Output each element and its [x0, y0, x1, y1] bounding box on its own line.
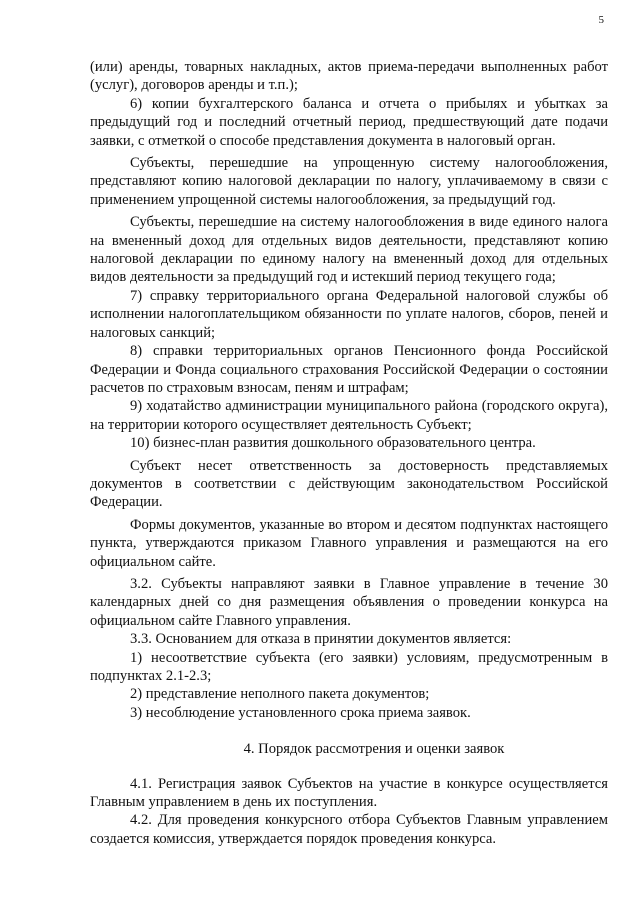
section-heading-4: 4. Порядок рассмотрения и оценки заявок [243, 741, 505, 758]
paragraph-item-7: 7) справку территориального органа Федеральной налоговой службы об исполнении налогоплательщиком обязанности по уплате налогов, сборов, пеней и налоговых санкций; [90, 287, 608, 341]
paragraph-item-10: 10) бизнес-план развития дошкольного образовательного центра. [130, 435, 536, 452]
paragraph-4-1: 4.1. Регистрация заявок Субъектов на участие в конкурсе осуществляется Главным управлением в день их поступления. [90, 775, 608, 811]
paragraph-refusal-1: 1) несоответствие субъекта (его заявки) условиям, предусмотренным в подпунктах 2.1-2.3; [90, 649, 608, 684]
paragraph-item-9: 9) ходатайство администрации муниципального района (городского округа), на территории которого осуществляет деятельность Субъект; [90, 398, 608, 433]
paragraph-responsibility: Субъект несет ответственность за достоверность представляемых документов в соответствии с действующим законодательством Российской Федерации. [90, 457, 608, 511]
paragraph-3-3: 3.3. Основанием для отказа в принятии документов является: [130, 631, 512, 648]
paragraph-imputed-tax: Субъекты, перешедшие на систему налогообложения в виде единого налога на вмененный доход для отдельных видов деятельности, представляют копию налоговой декларации по единому налогу на вмененный доход для отдельных видов деятельности за предыдущий год и истекший период текущего года; [90, 214, 608, 286]
page-number: 5 [598, 14, 604, 26]
paragraph-refusal-3: 3) несоблюдение установленного срока приема заявок. [130, 704, 471, 721]
paragraph-3-2: 3.2. Субъекты направляют заявки в Главное управление в течение 30 календарных дней со дня размещения объявления о проведении конкурса на официальном сайте Главного управления. [90, 575, 608, 629]
document-body [90, 58, 608, 848]
paragraph-lease-docs: (или) аренды, товарных накладных, актов приема-передачи выполненных работ (услуг), договоров аренды и т.п.); [90, 59, 608, 94]
paragraph-item-6: 6) копии бухгалтерского баланса и отчета о прибылях и убытках за предыдущий год и последний отчетный период, предшествующий дате подачи заявки, с отметкой о способе представления документа в налоговый орган. [90, 95, 608, 149]
paragraph-refusal-2: 2) представление неполного пакета документов; [130, 686, 430, 703]
paragraph-document-forms: Формы документов, указанные во втором и десятом подпунктах настоящего пункта, утверждаются приказом Главного управления и размещаются на его официальном сайте. [90, 516, 608, 570]
paragraph-4-2: 4.2. Для проведения конкурсного отбора Субъектов Главным управлением создается комиссия, утверждается порядок проведения конкурса. [90, 812, 608, 847]
paragraph-simplified-tax: Субъекты, перешедшие на упрощенную систему налогообложения, представляют копию налоговой декларации по налогу, уплачиваемому в связи с применением упрощенной системы налогообложения, за предыдущий год. [90, 155, 608, 208]
paragraph-item-8: 8) справки территориальных органов Пенсионного фонда Российской Федерации и Фонда социального страхования Российской Федерации о состоянии расчетов по страховым взносам, пеням и штрафам; [90, 343, 608, 396]
